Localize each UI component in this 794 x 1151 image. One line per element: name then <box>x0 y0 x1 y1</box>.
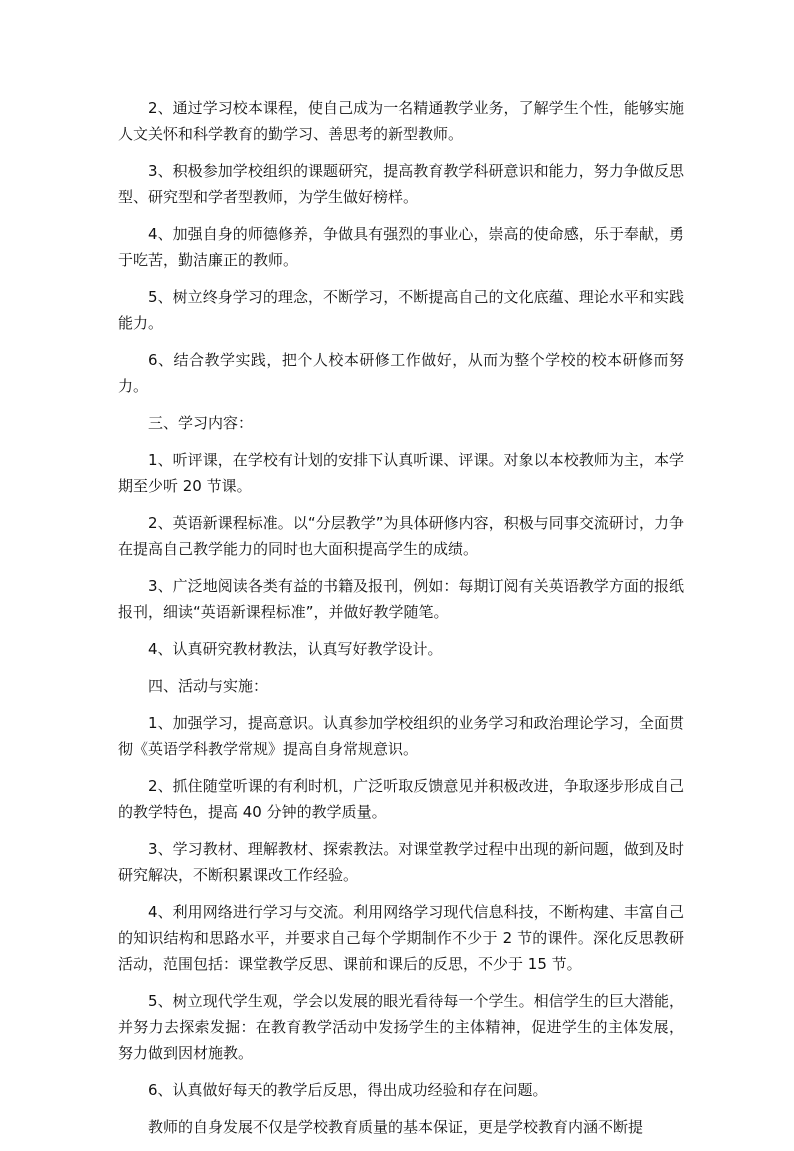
paragraph-activity-4: 4、利用网络进行学习与交流。利用网络学习现代信息科技，不断构建、丰富自己的知识结构和思路水平，并要求自己每个学期制作不少于 2 节的课件。深化反思教研活动，范围包括：课堂教学反思、课前和课后的反思，不少于 15 节。 <box>118 903 684 973</box>
paragraph-goal-5: 5、树立终身学习的理念，不断学习，不断提高自己的文化底蕴、理论水平和实践能力。 <box>118 288 684 332</box>
paragraph-content-4: 4、认真研究教材教法，认真写好教学设计。 <box>148 640 443 658</box>
section-heading-activities: 四、活动与实施： <box>148 677 269 695</box>
paragraph-activity-3: 3、学习教材、理解教材、探索教法。对课堂教学过程中出现的新问题，做到及时研究解决，不断积累课改工作经验。 <box>118 840 684 884</box>
paragraph-closing: 教师的自身发展不仅是学校教育质量的基本保证，更是学校教育内涵不断提 <box>148 1118 644 1136</box>
paragraph-activity-5: 5、树立现代学生观，学会以发展的眼光看待每一个学生。相信学生的巨大潜能，并努力去探索发掘：在教育教学活动中发扬学生的主体精神，促进学生的主体发展，努力做到因材施教。 <box>118 992 684 1062</box>
paragraph-goal-3: 3、积极参加学校组织的课题研究，提高教育教学科研意识和能力，努力争做反思型、研究型和学者型教师，为学生做好榜样。 <box>118 162 684 206</box>
paragraph-goal-4: 4、加强自身的师德修养，争做具有强烈的事业心，崇高的使命感，乐于奉献，勇于吃苦，勤洁廉正的教师。 <box>118 225 684 269</box>
document-body <box>118 95 684 1151</box>
paragraph-content-2: 2、英语新课程标准。以“分层教学”为具体研修内容，积极与同事交流研讨，力争在提高自己教学能力的同时也大面积提高学生的成绩。 <box>118 514 684 558</box>
paragraph-activity-1: 1、加强学习，提高意识。认真参加学校组织的业务学习和政治理论学习，全面贯彻《英语学科教学常规》提高自身常规意识。 <box>118 714 684 758</box>
paragraph-content-1: 1、听评课，在学校有计划的安排下认真听课、评课。对象以本校教师为主，本学期至少听 20 节课。 <box>118 451 684 495</box>
paragraph-goal-6: 6、结合教学实践，把个人校本研修工作做好，从而为整个学校的校本研修而努力。 <box>118 351 684 395</box>
paragraph-content-3: 3、广泛地阅读各类有益的书籍及报刊，例如：每期订阅有关英语教学方面的报纸报刊，细读“英语新课程标准”，并做好教学随笔。 <box>118 577 684 621</box>
section-heading-study-content: 三、学习内容： <box>148 414 254 432</box>
paragraph-goal-2: 2、通过学习校本课程，使自己成为一名精通教学业务，了解学生个性，能够实施人文关怀和科学教育的勤学习、善思考的新型教师。 <box>118 99 684 143</box>
paragraph-activity-2: 2、抓住随堂听课的有利时机，广泛听取反馈意见并积极改进，争取逐步形成自己的教学特色，提高 40 分钟的教学质量。 <box>118 777 684 821</box>
paragraph-activity-6: 6、认真做好每天的教学后反思，得出成功经验和存在问题。 <box>148 1081 548 1099</box>
